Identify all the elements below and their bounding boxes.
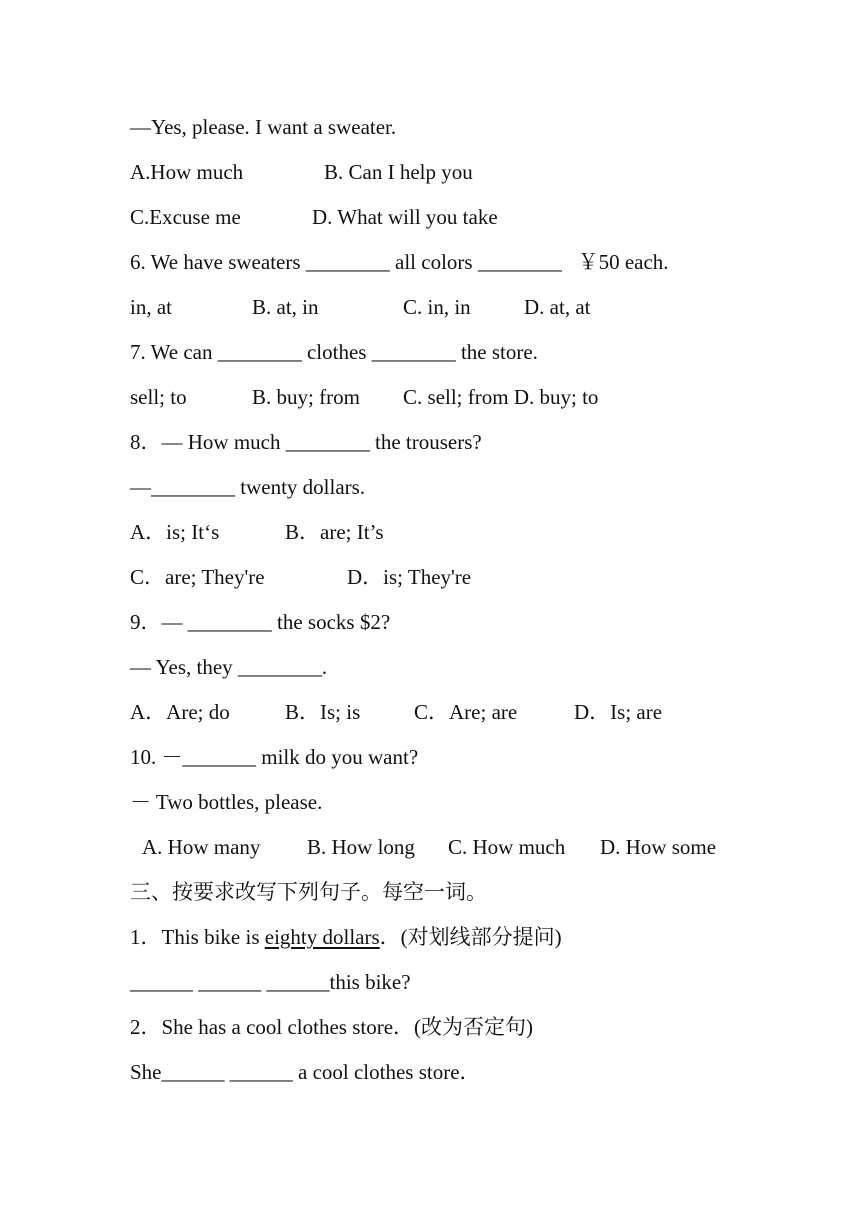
q7-options-row xyxy=(130,382,599,412)
rewrite-q1-instruction: ．(对划线部分提问) xyxy=(379,925,562,949)
q10-option-b: B. How long xyxy=(307,835,415,859)
q6-option-c: C. in, in xyxy=(403,295,471,319)
question-6: 6. We have sweaters ________ all colors ________ ￥50 each. xyxy=(130,250,669,274)
rewrite-q1-answer: ______ ______ ______this bike? xyxy=(130,970,411,994)
q6-option-a: in, at xyxy=(130,295,172,319)
q10-option-c: C. How much xyxy=(448,835,566,859)
q7-option-c-d: C. sell; from D. buy; to xyxy=(403,385,599,409)
q5-option-a: A.How much xyxy=(130,160,244,184)
q9-option-c: C．Are; are xyxy=(414,700,518,724)
rewrite-q2-answer: She______ ______ a cool clothes store． xyxy=(130,1060,481,1084)
q6-option-d: D. at, at xyxy=(524,295,591,319)
rewrite-q1-underlined: eighty dollars xyxy=(264,925,380,949)
q9-option-b: B．Is; is xyxy=(285,700,361,724)
q10-option-a: A. How many xyxy=(142,835,261,859)
q8-option-d: D．is; They're xyxy=(347,565,472,589)
q9-options-row xyxy=(130,697,663,727)
q5-option-b: B. Can I help you xyxy=(324,160,473,184)
question-10: 10. －_______ milk do you want? xyxy=(130,745,419,769)
rewrite-question-1 xyxy=(130,922,562,952)
q8-options-row-2 xyxy=(130,562,472,592)
q5-option-c: C.Excuse me xyxy=(130,205,241,229)
question-7: 7. We can ________ clothes ________ the store. xyxy=(130,340,538,364)
question-8: 8．— How much ________ the trousers? xyxy=(130,430,482,454)
q5-options-row-2 xyxy=(130,202,498,232)
q9-reply: — Yes, they ________. xyxy=(130,655,328,679)
rewrite-question-2: 2．She has a cool clothes store．(改为否定句) xyxy=(130,1015,534,1039)
q6-option-b: B. at, in xyxy=(252,295,319,319)
q7-option-a: sell; to xyxy=(130,385,187,409)
q8-options-row-1 xyxy=(130,517,384,547)
q9-option-d: D．Is; are xyxy=(574,700,663,724)
q10-options-row xyxy=(130,832,717,862)
rewrite-q1-prefix: 1．This bike is xyxy=(130,925,265,949)
question-9: 9．— ________ the socks $2? xyxy=(130,610,391,634)
q7-option-b: B. buy; from xyxy=(252,385,360,409)
q9-option-a: A．Are; do xyxy=(130,700,230,724)
q10-option-d: D. How some xyxy=(600,835,717,859)
dialogue-reply-line: —Yes, please. I want a sweater. xyxy=(130,115,397,139)
q5-option-d: D. What will you take xyxy=(312,205,498,229)
q8-option-b: B．are; It’s xyxy=(285,520,384,544)
q5-options-row-1 xyxy=(130,157,473,187)
q10-reply: － Two bottles, please. xyxy=(130,790,323,814)
section-3-heading: 三、按要求改写下列句子。每空一词。 xyxy=(130,880,487,904)
q8-option-a: A．is; It‘s xyxy=(130,520,220,544)
q8-option-c: C．are; They're xyxy=(130,565,265,589)
q8-reply: —________ twenty dollars. xyxy=(130,475,366,499)
q6-options-row xyxy=(130,292,591,322)
